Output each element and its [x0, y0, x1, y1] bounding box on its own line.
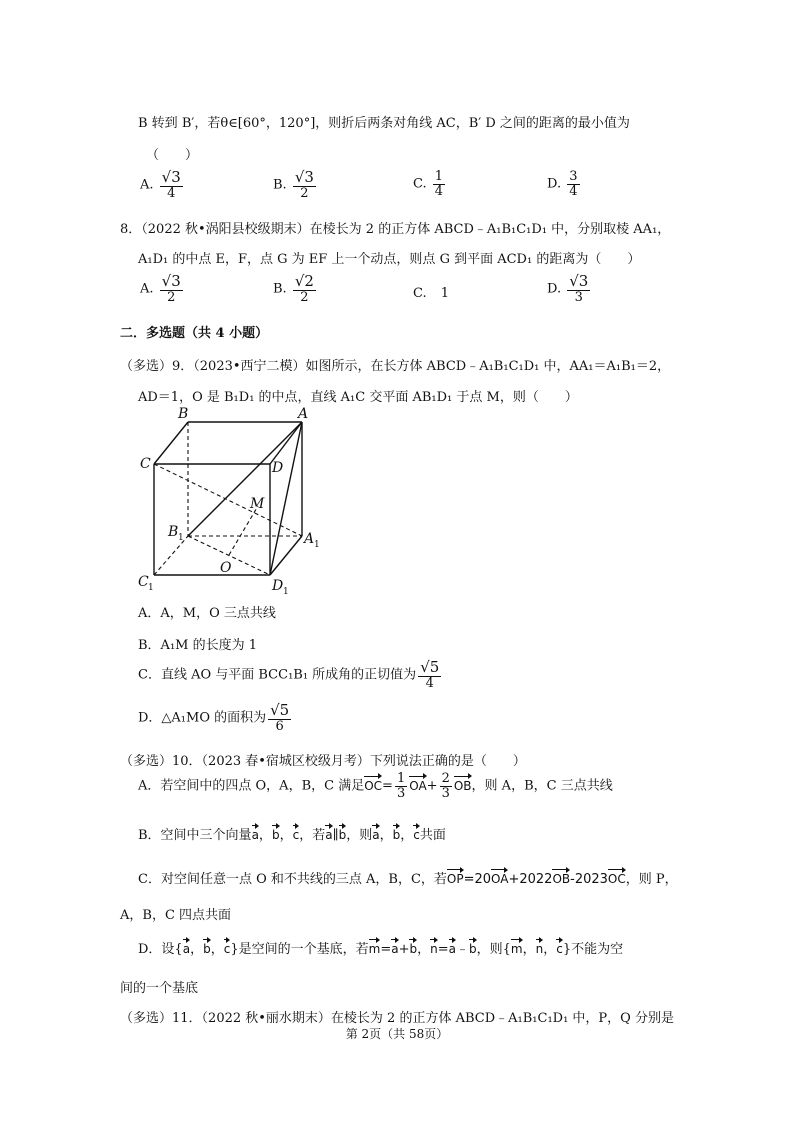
- vector-b: b: [272, 822, 280, 842]
- q7-option-a: [140, 170, 185, 200]
- label-B1: B: [168, 524, 179, 540]
- numerator: √2: [294, 272, 314, 290]
- q10-option-d-line2: 间的一个基底: [120, 981, 199, 996]
- denominator: 2: [300, 185, 309, 201]
- q8-line2: A₁D₁ 的中点 E，F，点 G 为 EF 上一个动点，则点 G 到平面 ACD₁ 的距离为（ ）: [138, 252, 641, 267]
- subscript-A1: 1: [314, 540, 320, 550]
- page-footer: 第 2页（共 58页）: [345, 1027, 449, 1041]
- option-label: C.: [413, 286, 427, 301]
- option-text: }不能为空: [562, 942, 624, 957]
- numerator: 2: [441, 771, 450, 786]
- vector-a: a: [391, 936, 398, 956]
- cuboid-figure: [130, 400, 330, 600]
- denominator: 4: [167, 185, 176, 201]
- denominator: 4: [569, 183, 578, 199]
- denominator: 4: [425, 675, 434, 691]
- subscript-C1: 1: [148, 583, 154, 593]
- subscript-D1: 1: [283, 587, 289, 597]
- coefficient: -2023: [570, 872, 608, 887]
- option-label: D.: [547, 176, 562, 192]
- q10-option-a: [138, 772, 613, 800]
- q8-option-d: [547, 274, 592, 304]
- option-text: }是空间的一个基底，若: [230, 942, 369, 957]
- numerator: √5: [270, 701, 290, 719]
- equals: =: [437, 942, 449, 957]
- label-A1: A: [304, 531, 315, 547]
- fraction: [395, 772, 407, 800]
- option-label: B.: [273, 281, 287, 297]
- label-C1: C: [138, 574, 149, 590]
- vector-m: m: [511, 936, 523, 956]
- vector-OC: OC: [364, 773, 382, 793]
- q9-option-a: A．A，M，O 三点共线: [138, 606, 276, 621]
- fraction: [567, 274, 590, 304]
- segment-OM: [229, 506, 258, 555]
- vector-b: b: [203, 936, 211, 956]
- label-D: D: [272, 460, 284, 476]
- vector-OC: OC: [608, 866, 626, 886]
- numerator: √3: [161, 272, 181, 290]
- option-text: D．△A₁MO 的面积为: [138, 710, 267, 726]
- option-label: A.: [140, 177, 154, 193]
- vector-n: n: [430, 936, 438, 956]
- option-text: C．对空间任意一点 O 和不共线的三点 A，B，C，若: [138, 872, 447, 887]
- subscript-B1: 1: [178, 533, 184, 543]
- label-O: O: [220, 560, 232, 576]
- option-text: ，则 P，: [625, 872, 678, 887]
- q9-option-c: [138, 660, 443, 690]
- label-D1: D: [272, 578, 284, 594]
- numerator: √3: [161, 168, 181, 186]
- q10-option-b: B．空间中三个向量a，b，c，若a∥b，则a，b，c共面: [138, 822, 446, 843]
- fraction: [160, 170, 183, 200]
- option-text: ，则 A，B，C 三点共线: [471, 778, 613, 794]
- vector-OB: OB: [454, 773, 472, 793]
- vector-n: n: [536, 936, 544, 956]
- vector-a: a: [183, 936, 190, 956]
- fraction: [567, 170, 579, 198]
- q7-option-c: [413, 170, 447, 198]
- q9-option-b: B．A₁M 的长度为 1: [138, 638, 257, 653]
- numerator: √5: [420, 658, 440, 676]
- q10-line1: （多选）10．（2023 春•宿城区校级月考）下列说法正确的是（ ）: [120, 754, 526, 769]
- denominator: 6: [275, 718, 284, 734]
- minus: ﹣: [456, 942, 470, 957]
- label-B: B: [178, 406, 189, 422]
- q8-option-a: [140, 274, 185, 304]
- q7-option-b: [273, 170, 318, 200]
- plus: +: [398, 942, 410, 957]
- label-M: M: [250, 496, 265, 512]
- fraction: [433, 170, 445, 198]
- q11-line1: （多选）11．（2022 秋•丽水期末）在棱长为 2 的正方体 ABCD﹣A₁B₁C₁D₁ 中，P，Q 分别是: [120, 1011, 674, 1026]
- vector-a: a: [372, 822, 379, 842]
- vector-m: m: [369, 936, 381, 956]
- numerator: √3: [294, 168, 314, 186]
- option-text: ，若: [299, 828, 326, 843]
- option-text: B．空间中三个向量: [138, 828, 252, 843]
- vector-b: b: [393, 822, 401, 842]
- q8-option-c: [413, 286, 449, 301]
- vector-b: b: [409, 936, 417, 956]
- edge-CB: [154, 422, 188, 464]
- q9-option-d: [138, 703, 293, 733]
- segment-AB1: [188, 422, 302, 536]
- option-text: ，则: [346, 828, 373, 843]
- denominator: 3: [574, 289, 583, 305]
- equals: =: [380, 942, 392, 957]
- vector-c: c: [413, 822, 420, 842]
- vector-OA: OA: [491, 866, 508, 886]
- label-C: C: [140, 456, 151, 472]
- q9-line1: （多选）9．（2023•西宁二模）如图所示，在长方体 ABCD﹣A₁B₁C₁D₁ 中，AA₁＝A₁B₁＝2，: [120, 359, 671, 374]
- plus: +: [426, 778, 438, 794]
- q10-option-c: [138, 866, 678, 887]
- option-label: A.: [140, 281, 154, 297]
- fraction: [293, 170, 316, 200]
- vector-a: a: [449, 936, 456, 956]
- fraction: [293, 274, 316, 304]
- numerator: 1: [396, 771, 406, 786]
- vector-c: c: [224, 936, 231, 956]
- vector-OA: OA: [409, 773, 426, 793]
- fraction: [268, 703, 291, 733]
- vector-c: c: [556, 936, 563, 956]
- option-text: A．若空间中的四点 O，A，B，C 满足: [138, 778, 365, 794]
- option-text: 共面: [419, 828, 446, 843]
- vector-OB: OB: [552, 866, 570, 886]
- denominator: 4: [434, 183, 444, 199]
- option-text: C．直线 AO 与平面 BCC₁B₁ 所成角的正切值为: [138, 667, 417, 683]
- segment-AD1: [270, 422, 302, 575]
- option-label: C.: [413, 176, 427, 192]
- section-title: 二．多选题（共 4 小题）: [120, 326, 269, 341]
- vector-b: b: [339, 822, 347, 842]
- numerator: √3: [569, 272, 589, 290]
- option-label: B.: [273, 177, 287, 193]
- coefficient: +2022: [508, 872, 553, 887]
- q7-line1: B 转到 B′，若θ∈[60°，120°]，则折后两条对角线 AC，B′ D 之间的距离的最小值为: [138, 116, 630, 131]
- option-text: ，则{: [476, 942, 511, 957]
- option-value: 1: [440, 286, 450, 301]
- vector-a: a: [325, 822, 332, 842]
- label-A: A: [298, 406, 309, 422]
- fraction: [160, 274, 183, 304]
- vector-a: a: [252, 822, 259, 842]
- fraction: [440, 772, 452, 800]
- coefficient: =20: [463, 872, 492, 887]
- denominator: 2: [300, 289, 309, 305]
- edge-D1A1: [270, 536, 302, 575]
- vector-OP: OP: [447, 866, 464, 886]
- q10-option-d: D．设{a，b，c}是空间的一个基底，若m=a+b，n=a﹣b，则{m，n，c}不能为空: [138, 936, 623, 957]
- numerator: 3: [569, 169, 578, 184]
- fraction: [418, 660, 441, 690]
- equals: =: [382, 778, 393, 794]
- q10-option-c-line2: A，B，C 四点共面: [120, 908, 232, 923]
- option-text: D．设{: [138, 942, 183, 957]
- vector-c: c: [293, 822, 300, 842]
- q8-option-b: [273, 274, 318, 304]
- vector-b: b: [469, 936, 477, 956]
- denominator: 3: [396, 785, 406, 801]
- parallel-symbol: ∥: [332, 828, 339, 843]
- denominator: 2: [167, 289, 176, 305]
- option-label: D.: [547, 281, 562, 297]
- denominator: 3: [441, 785, 450, 801]
- q9-line2: AD＝1，O 是 B₁D₁ 的中点，直线 A₁C 交平面 AB₁D₁ 于点 M，则（ ）: [138, 390, 578, 405]
- q7-paren: （ ）: [146, 148, 199, 163]
- q8-line1: 8．（2022 秋•涡阳县校级期末）在棱长为 2 的正方体 ABCD﹣A₁B₁C₁D₁ 中，分别取棱 AA₁，: [120, 222, 671, 237]
- q7-option-d: [547, 170, 582, 198]
- numerator: 1: [434, 169, 444, 184]
